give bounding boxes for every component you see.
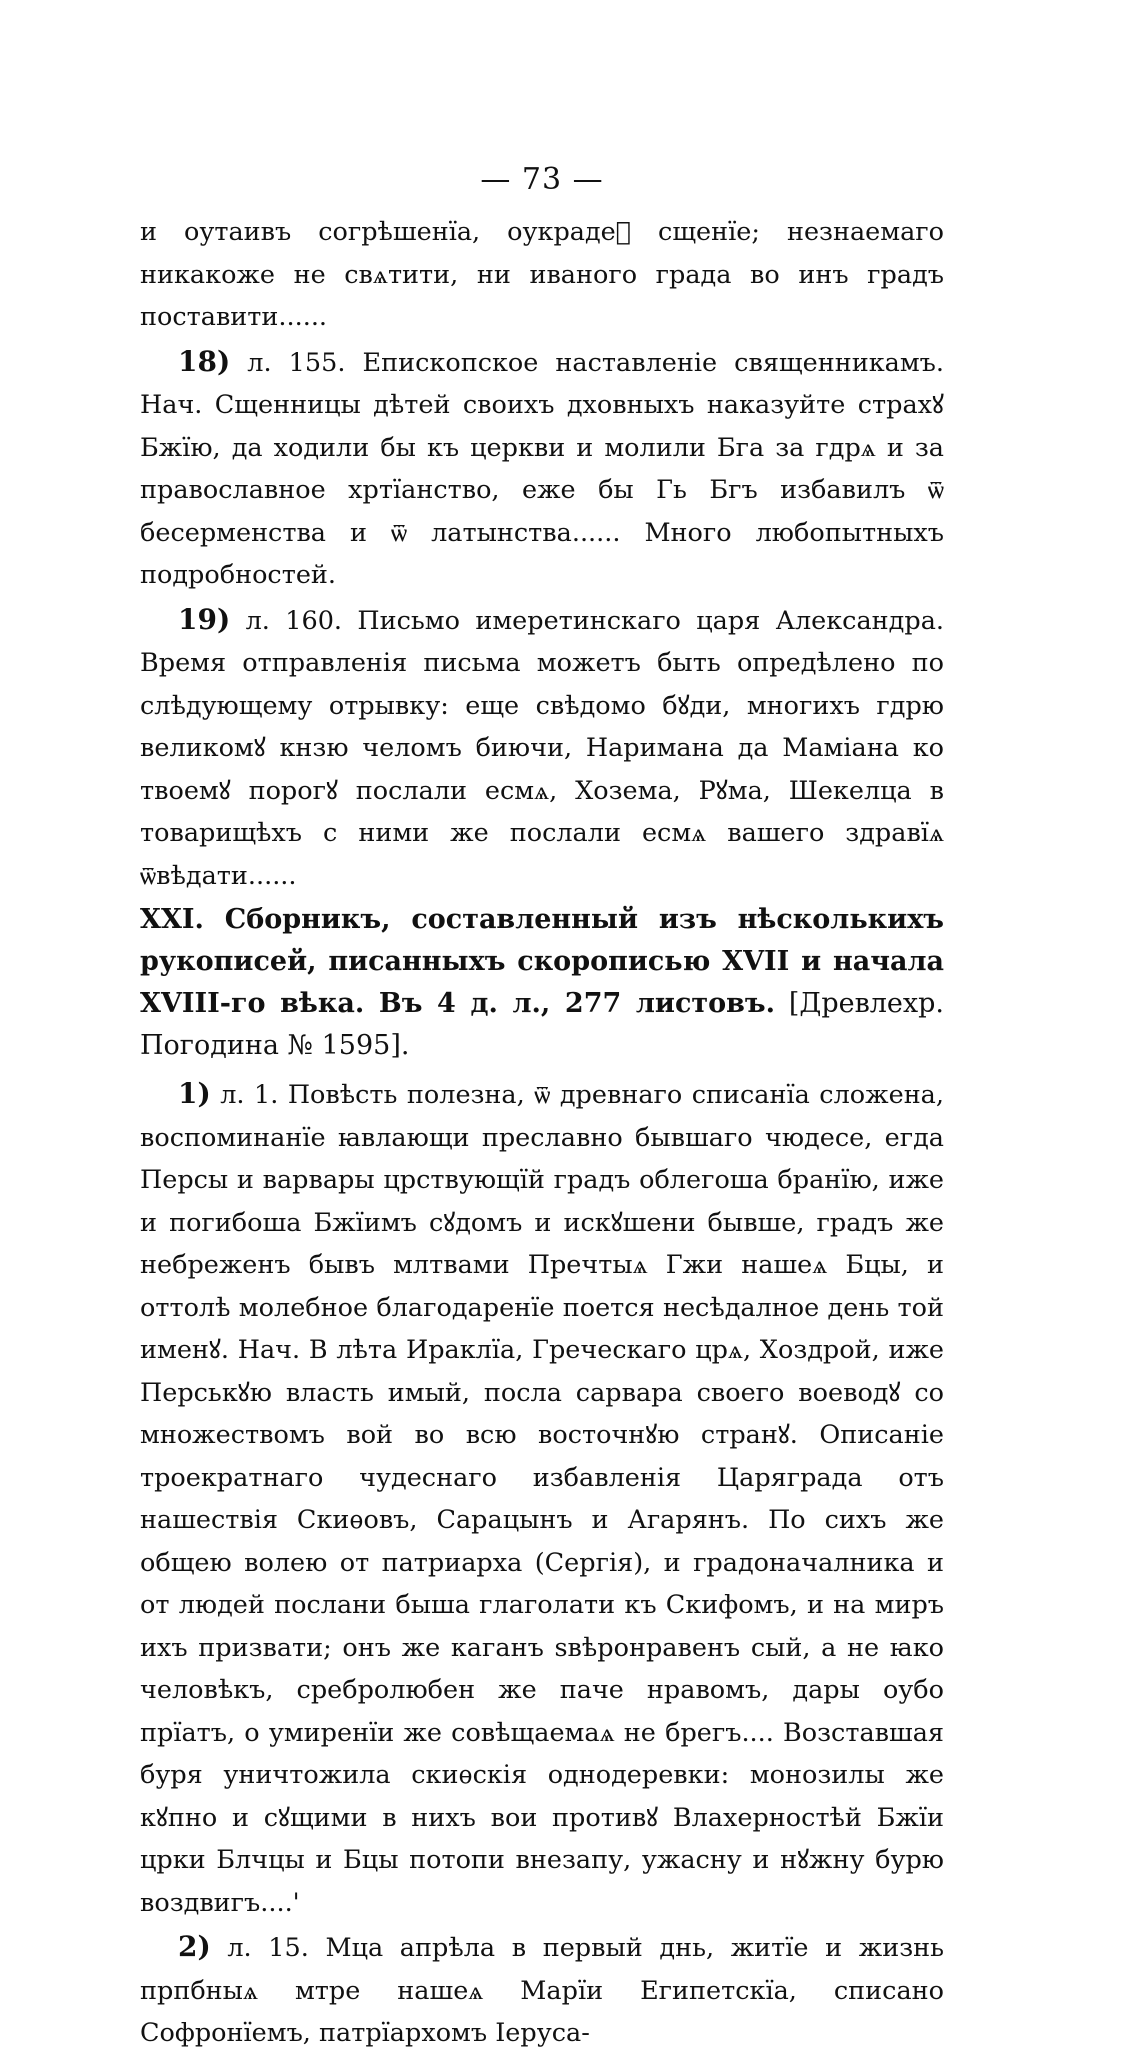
paragraph-section-entry-2 — [140, 1926, 944, 2055]
entry-number: 19) — [178, 602, 231, 636]
paragraph-text: и оутаивъ согрѣшенїа, оукрадеⷮ сщенїе; незнаемаго никакоже не свѧтити, ни иваного града во инъ градъ поставити...... — [140, 217, 944, 332]
paragraph-entry-18 — [140, 341, 944, 597]
paragraph-continuation — [140, 211, 944, 339]
paragraph-section-entry-1 — [140, 1073, 944, 1924]
paragraph-text: л. 155. Епископское наставленіе священникамъ. Нач. Сщенницы дѣтей своихъ дховныхъ наказуйте страхꙋ Бжїю, да ходили бы къ церкви и молили Бга за гдрѧ и за православное хртїанство, еже бы Гь Бгъ избавилъ ѿ бесерменства и ѿ латынства...... Много любопытныхъ подробностей. — [140, 347, 944, 590]
page-number: — 73 — — [480, 162, 604, 197]
paragraph-text: л. 15. Мца апрѣла в первый днь, житїе и жизнь прпбныѧ мтре нашеѧ Марїи Египетскїа, списано Софронїемъ, патрїархомъ Iеруса- — [140, 1933, 944, 2048]
entry-number: 2) — [178, 1930, 211, 1963]
section-heading — [140, 899, 944, 1067]
entry-number: 18) — [178, 344, 231, 378]
paragraph-entry-19 — [140, 599, 944, 898]
paragraph-text: л. 1. Повѣсть полезна, ѿ древнаго списанїа сложена, воспоминанїе ꙗвлающи преславно бывшаго чюдесе, егда Персы и варвары црствующїй градъ облегоша бранїю, иже и погибоша Бжїимъ сꙋдомъ и искꙋшени бывше, градъ же небреженъ бывъ млтвами Пречтыѧ Гжи нашеѧ Бцы, и оттолѣ молебное благодаренїе поется несѣдалное день той именꙋ. Нач. В лѣта Ираклїа, Греческаго црѧ, Хоздрой, иже Перськꙋю власть имый, посла сарвара своего воеводꙋ со множествомъ вой во всю восточнꙋю странꙋ. Описаніе троекратнаго чудеснаго избавленія Царяграда отъ нашествія Скиѳовъ, Сарацынъ и Агарянъ. По сихъ же общею волею от патриарха (Сергія), и градоначалника и от людей послани быша глаголати къ Скифомъ, и на миръ ихъ призвати; онъ же каганъ ѕвѣронравенъ сый, а не ꙗко человѣкъ, сребролюбен же паче нравомъ, дары оубо прїатъ, о умиренїи же совѣщаемаѧ не брегъ.... Возставшая буря уничтожила скиѳскія однодеревки: монозилы же кꙋпно и сꙋщими в нихъ вои противꙋ Влахерностѣй Бжїи црки Блчцы и Бцы потопи внезапу, ужасну и нꙋжну бурю воздвигъ....' — [140, 1080, 944, 1918]
section-heading-reference: [Древлехр. Погодина № 1595]. — [140, 988, 944, 1061]
entry-number: 1) — [178, 1077, 211, 1110]
paragraph-text: л. 160. Письмо имеретинскаго царя Александра. Время отправленія письма можетъ быть опредѣлено по слѣдующему отрывку: еще свѣдомо бꙋди, многихъ гдрю великомꙋ кнзю челомъ биючи, Наримана да Маміана ко твоемꙋ порогꙋ послали есмѧ, Хозема, Рꙋма, Шекелца в товарищѣхъ с ними же послали есмѧ вашего здравїѧ ѿвѣдати...... — [140, 605, 944, 891]
section-heading-title: XXI. Сборникъ, составленный изъ нѣсколькихъ рукописей, писанныхъ скорописью XVII и начала XVIII-го вѣка. Въ 4 д. л., 277 листовъ. — [140, 904, 944, 1019]
